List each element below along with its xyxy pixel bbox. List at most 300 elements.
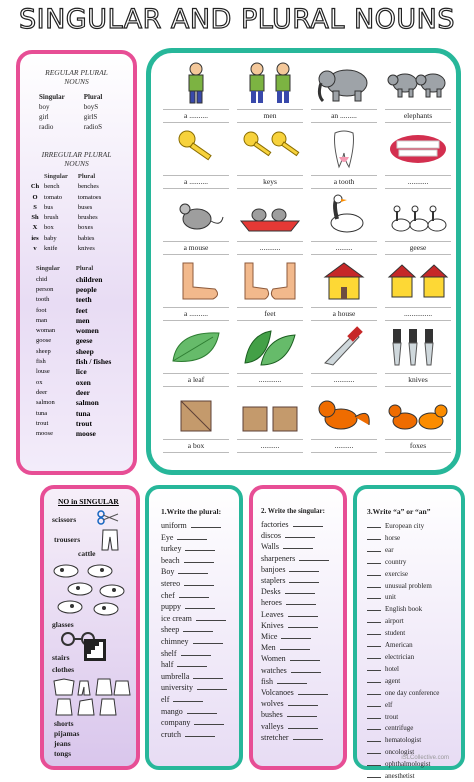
exercise-word: anesthetist [385,772,415,781]
table-cell: brushes [77,214,98,222]
exercise-list [357,520,461,782]
answer-blank[interactable] [289,564,319,572]
table-cell: box [44,224,54,232]
exercise-item [367,615,461,627]
exercise-word: stereo [161,578,181,588]
col-header: Plural [75,265,94,273]
exercise-word: student [385,629,406,638]
answer-blank[interactable] [290,653,320,661]
exercise-item [367,627,461,639]
table-cell: foot [36,306,47,314]
picture-label: ........... [237,241,303,255]
box-picture [163,391,229,435]
exercise-word: sheep [161,625,180,635]
house-picture [311,259,377,303]
table-cell: knife [44,245,58,253]
table-cell: bus [44,203,54,211]
answer-blank[interactable] [177,532,207,540]
col-header: Singular [39,93,65,101]
men-picture [237,61,303,105]
exercise-item [161,613,239,625]
answer-blank[interactable] [367,544,381,552]
exercise-title: 3.Write “a” or “an” [367,507,431,516]
answer-blank[interactable] [280,642,310,650]
exercise-item [161,648,239,660]
table-cell: boy [39,103,50,111]
exercise-item [367,711,461,723]
table-cell: louse [36,368,50,376]
table-cell: moose [36,430,53,438]
exercise-word: stretcher [261,732,289,742]
exercise-item [367,544,461,556]
table-cell: women [75,326,99,336]
exercise-word: half [161,660,174,670]
table-cell: radioS [83,123,102,131]
answer-blank[interactable] [367,722,381,730]
leaf-picture [163,325,229,369]
table-cell: brush [44,214,59,222]
exercise-item [161,566,239,578]
exercise-item [261,665,343,676]
exercise-item [367,532,461,544]
table-cell: babies [77,234,95,242]
elephant-picture [311,61,377,105]
exercise-word: sharpeners [261,553,296,563]
table-cell: baby [44,234,57,242]
exercise-word: Leaves [261,609,284,619]
exercise-item [367,687,461,699]
picture-row [161,193,453,259]
answer-blank[interactable] [367,699,381,707]
exercise-item [367,556,461,568]
no-singular-word: jeans [54,739,71,748]
exercise-word: Walls [261,542,280,552]
exercise-word: ice cream [161,613,192,623]
no-singular-word: clothes [52,665,75,674]
exercise-word: Volcanoes [261,688,294,698]
exercise-word: American [385,641,413,650]
exercise-word: oncologist [385,748,415,757]
knives-picture [385,325,451,369]
exercise-word: trout [385,712,399,721]
exercise-item [261,653,343,664]
exercise-word: ear [385,545,394,554]
answer-blank[interactable] [367,734,381,742]
exercise-item [367,699,461,711]
exercise-word: country [385,557,407,566]
exercise-item [161,636,239,648]
exercise-item [161,706,239,718]
picture-label: a mouse [163,241,229,255]
exercise-word: electrician [385,652,415,661]
answer-blank[interactable] [179,590,209,598]
exercise-word: chef [161,590,175,600]
exercise-item [261,631,343,642]
rule-letter: v [33,245,37,253]
exercise-word: Women [261,654,286,664]
table-cell: children [75,274,103,284]
rule-letter: ies [31,234,39,242]
exercise-word: elf [385,700,393,709]
exercise-item [367,651,461,663]
exercise-item [261,709,343,720]
answer-blank[interactable] [367,591,381,599]
answer-blank[interactable] [184,578,214,586]
exercise-item [161,659,239,671]
table-cell: person [36,285,54,293]
exercise-word: hotel [385,664,399,673]
answer-blank[interactable] [197,682,227,690]
no-singular-word: tongs [54,749,72,758]
picture-label: foxes [385,439,451,453]
exercise-item [261,732,343,743]
answer-blank[interactable] [288,620,318,628]
exercise-item [261,698,343,709]
table-cell: trout [75,418,92,428]
answer-blank[interactable] [293,732,323,740]
table-cell: tomatoes [77,193,102,201]
foxes-picture [385,391,451,435]
answer-blank[interactable] [288,698,318,706]
exercise-item [261,642,343,653]
exercise-item [367,520,461,532]
exercise-item [367,568,461,580]
table-cell: geese [75,336,93,346]
picture-label: ......... [311,241,377,255]
col-header: Singular [36,265,60,273]
answer-blank[interactable] [193,671,223,679]
houses-picture [385,259,451,303]
exercise-item [261,553,343,564]
answer-blank[interactable] [367,746,381,754]
answer-blank[interactable] [184,555,214,563]
table-cell: salmon [36,399,55,407]
picture-label: men [237,109,303,123]
fox-picture [311,391,377,435]
table-cell: girl [39,113,49,121]
stairs-icon [84,639,106,661]
answer-blank[interactable] [185,601,215,609]
table-cell: men [75,315,90,325]
answer-blank[interactable] [289,575,319,583]
no-singular-word: pijamas [54,729,80,738]
answer-blank[interactable] [288,609,318,617]
table-cell: sheep [75,346,94,356]
answer-blank[interactable] [367,651,381,659]
exercise-word: horse [385,533,401,542]
exercise-item [161,532,239,544]
geese-picture [385,193,451,237]
exercise-word: wolves [261,699,284,709]
answer-blank[interactable] [285,530,315,538]
exercise-item [161,578,239,590]
exercise-item [261,541,343,552]
exercise-word: Men [261,643,276,653]
picture-label: ........... [385,175,451,189]
table-cell: radio [39,123,54,131]
answer-blank[interactable] [367,627,381,635]
picture-row [161,259,453,325]
no-singular-word: shorts [54,719,74,728]
exercise-item [161,601,239,613]
exercise-item [261,620,343,631]
table-cell: ox [36,378,43,386]
exercise-word: umbrella [161,671,190,681]
scissors-icon [96,509,120,525]
exercise-item [161,520,239,532]
table-cell: teeth [75,295,92,305]
answer-blank[interactable] [288,721,318,729]
rule-letter: X [32,224,38,232]
exercise-item [367,734,461,746]
irregular-table [28,172,103,254]
answer-blank[interactable] [367,532,381,540]
picture-label: elephants [385,109,451,123]
rule-letter: Ch [30,183,40,191]
answer-blank[interactable] [277,676,307,684]
exercise-word: valleys [261,721,284,731]
exercise-word: uniform [161,521,187,530]
no-singular-word: scissors [52,515,77,524]
exercise-item [261,564,343,575]
answer-blank[interactable] [299,553,329,561]
exercise-item [367,591,461,603]
answer-blank[interactable] [196,613,226,621]
exercise-word: company [161,718,191,728]
picture-label: a .......... [163,109,229,123]
answer-blank[interactable] [367,556,381,564]
no-singular-title: NO in SINGULAR [58,497,119,506]
regular-heading: REGULAR PLURAL NOUNS [45,68,108,86]
rule-letter: Sh [31,214,39,222]
exercise-word: Boy [161,567,175,577]
exercise-word: hematologist [385,736,422,745]
exercise-item [367,663,461,675]
exercise-item [261,575,343,586]
picture-label: a .......... [163,175,229,189]
answer-blank[interactable] [298,687,328,695]
exercise-word: puppy [161,602,181,612]
table-cell: fish / fishes [75,357,112,367]
exercise-item [367,675,461,687]
key-picture [163,127,229,171]
table-cell: deer [75,387,91,397]
exercise-word: airport [385,617,404,626]
teeth-picture [385,127,451,171]
answer-blank[interactable] [285,586,315,594]
picture-label: .......... [311,439,377,453]
exercise-item [261,530,343,541]
exercise-item [261,597,343,608]
table-cell: deer [36,388,48,396]
picture-label: keys [237,175,303,189]
exercise-item [261,676,343,687]
answer-blank[interactable] [367,663,381,671]
picture-label: ............ [237,373,303,387]
answer-blank[interactable] [191,520,221,528]
exercise-item [161,729,239,741]
table-cell: fish [36,358,46,366]
exercise-title: 1.Write the plural: [161,507,222,516]
answer-blank[interactable] [367,770,381,778]
exercise-word: crutch [161,729,181,739]
picture-exercise-panel [146,48,461,475]
exercise-word: turkey [161,544,182,554]
exercise-word: watches [261,665,287,675]
exercise-word: unit [385,593,396,602]
table-cell: chid [36,275,48,283]
picture-label: a .......... [163,307,229,321]
picture-row [161,61,453,127]
answer-blank[interactable] [177,659,207,667]
regular-table [36,92,105,132]
answer-blank[interactable] [367,711,381,719]
exercise-word: university [161,683,193,693]
table-cell: woman [36,327,56,335]
exercise-word: factories [261,520,289,529]
answer-blank[interactable] [367,639,381,647]
exercise-item [161,671,239,683]
exercise-word: English book [385,605,423,614]
table-cell: knives [77,245,95,253]
no-singular-panel [40,485,140,770]
picture-label: geese [385,241,451,255]
exercise-item [261,609,343,620]
col-header: Plural [77,173,96,180]
answer-blank[interactable] [286,597,316,605]
answer-blank[interactable] [173,694,203,702]
exercise-item [261,721,343,732]
exercise-word: elf [161,694,170,704]
answer-blank[interactable] [185,729,215,737]
answer-blank[interactable] [367,615,381,623]
table-cell: moose [75,429,96,439]
exercise-word: one day conference [385,688,440,697]
exercise-word: centrifuge [385,724,414,733]
answer-blank[interactable] [367,580,381,588]
table-cell: girlS [83,113,98,121]
answer-blank[interactable] [283,541,313,549]
clothes-icon [50,677,134,717]
exercise-list [149,520,239,740]
keys-picture [237,127,303,171]
exercise-item [367,603,461,615]
exercise-item [161,590,239,602]
exercise-item [367,580,461,592]
exercise-word: agent [385,676,401,685]
no-singular-word: cattle [78,549,96,558]
picture-label: .......... [237,439,303,453]
exercise-word: Eye [161,532,174,542]
exercise-item [261,519,343,530]
answer-blank[interactable] [367,603,381,611]
watermark: iSLCollective.com [401,755,449,761]
grammar-reference-panel [16,50,137,475]
picture-label: an ......... [311,109,377,123]
picture-label: ............... [385,307,451,321]
exercise-word: ophthalmologist [385,760,431,769]
foot-picture [163,259,229,303]
picture-label: feet [237,307,303,321]
answer-blank[interactable] [367,758,381,766]
exercise-word: chimney [161,636,189,646]
plural-list-table [34,264,113,439]
exercise-article-panel [353,485,465,781]
answer-blank[interactable] [187,706,217,714]
rule-letter: O [32,193,38,201]
answer-blank[interactable] [367,675,381,683]
col-header: Plural [83,93,103,101]
table-cell: sheep [36,347,51,355]
exercise-item [367,639,461,651]
exercise-item [161,543,239,555]
table-cell: oxen [75,377,91,387]
mouse-picture [163,193,229,237]
table-cell: man [36,316,48,324]
trousers-icon [100,529,120,551]
irregular-heading: IRREGULAR PLURAL NOUNS [41,150,112,168]
exercise-word: mango [161,706,183,716]
no-singular-word: glasses [52,620,74,629]
no-singular-word: stairs [52,653,70,662]
answer-blank[interactable] [367,687,381,695]
answer-blank[interactable] [193,636,223,644]
exercise-word: beach [161,555,180,565]
exercise-word: bushes [261,710,283,720]
answer-blank[interactable] [185,543,215,551]
exercise-word: fish [261,676,273,686]
exercise-item [161,694,239,706]
answer-blank[interactable] [367,568,381,576]
table-cell: benches [77,183,99,191]
table-cell: tomato [44,193,63,201]
picture-row [161,391,453,457]
table-cell: boyS [83,103,99,111]
table-cell: tooth [36,296,50,304]
answer-blank[interactable] [293,519,323,527]
table-cell: tuna [36,409,48,417]
table-cell: feet [75,305,88,315]
exercise-item [161,624,239,636]
table-cell: goose [36,337,52,345]
picture-label: a house [311,307,377,321]
exercise-word: staplers [261,576,286,586]
answer-blank[interactable] [367,520,381,528]
rule-letter: S [33,203,37,211]
answer-blank[interactable] [178,566,208,574]
picture-label: knives [385,373,451,387]
man-picture [163,61,229,105]
exercise-word: Mice [261,632,278,642]
exercise-word: unusual problem [385,581,432,590]
exercise-word: banjoes [261,564,286,574]
picture-label: a tooth [311,175,377,189]
exercise-item [261,687,343,698]
answer-blank[interactable] [281,631,311,639]
answer-blank[interactable] [194,717,224,725]
table-cell: tuna [75,408,91,418]
mice-picture [237,193,303,237]
answer-blank[interactable] [181,648,211,656]
answer-blank[interactable] [183,624,213,632]
leaves-picture [237,325,303,369]
answer-blank[interactable] [291,665,321,673]
picture-row [161,325,453,391]
answer-blank[interactable] [287,709,317,717]
boxes-picture [237,391,303,435]
exercise-plural-panel [145,485,243,770]
cattle-icon [50,559,132,617]
